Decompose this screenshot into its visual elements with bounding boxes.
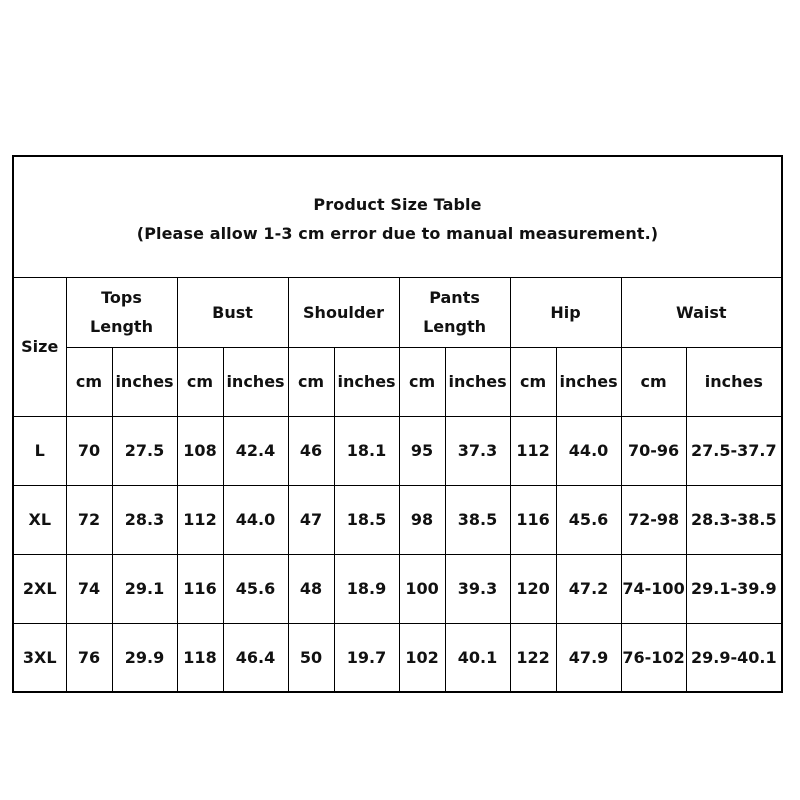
value-cell: 98 bbox=[399, 485, 445, 554]
value-cell: 38.5 bbox=[445, 485, 510, 554]
value-cell: 42.4 bbox=[223, 416, 288, 485]
value-cell: 27.5 bbox=[112, 416, 177, 485]
value-cell: 40.1 bbox=[445, 623, 510, 692]
group-label-line2: Length bbox=[90, 317, 153, 337]
table-row-l bbox=[14, 416, 781, 485]
group-label-line1: Tops bbox=[101, 288, 142, 308]
unit-cell: inches bbox=[223, 347, 288, 416]
value-cell: 70-96 bbox=[621, 416, 686, 485]
value-cell: 47.2 bbox=[556, 554, 621, 623]
value-cell: 48 bbox=[288, 554, 334, 623]
value-cell: 39.3 bbox=[445, 554, 510, 623]
value-cell: 28.3-38.5 bbox=[686, 485, 781, 554]
value-cell: 44.0 bbox=[556, 416, 621, 485]
value-cell: 47.9 bbox=[556, 623, 621, 692]
size-table-frame bbox=[12, 155, 783, 693]
table-row-xl bbox=[14, 485, 781, 554]
group-label-line2: Length bbox=[423, 317, 486, 337]
value-cell: 37.3 bbox=[445, 416, 510, 485]
unit-cell: inches bbox=[686, 347, 781, 416]
value-cell: 29.1-39.9 bbox=[686, 554, 781, 623]
group-header-waist: Waist bbox=[621, 278, 781, 347]
value-cell: 28.3 bbox=[112, 485, 177, 554]
size-cell: L bbox=[14, 416, 66, 485]
unit-cell: cm bbox=[510, 347, 556, 416]
value-cell: 47 bbox=[288, 485, 334, 554]
group-header-bust: Bust bbox=[177, 278, 288, 347]
value-cell: 116 bbox=[177, 554, 223, 623]
value-cell: 29.9-40.1 bbox=[686, 623, 781, 692]
table-row-3xl bbox=[14, 623, 781, 692]
unit-cell: cm bbox=[288, 347, 334, 416]
value-cell: 76-102 bbox=[621, 623, 686, 692]
value-cell: 120 bbox=[510, 554, 556, 623]
unit-row bbox=[14, 347, 781, 416]
value-cell: 116 bbox=[510, 485, 556, 554]
value-cell: 100 bbox=[399, 554, 445, 623]
table-subtitle: (Please allow 1-3 cm error due to manual measurement.) bbox=[136, 224, 659, 243]
value-cell: 18.1 bbox=[334, 416, 399, 485]
unit-cell: cm bbox=[177, 347, 223, 416]
value-cell: 108 bbox=[177, 416, 223, 485]
value-cell: 112 bbox=[510, 416, 556, 485]
size-cell: 3XL bbox=[14, 623, 66, 692]
value-cell: 74 bbox=[66, 554, 112, 623]
value-cell: 44.0 bbox=[223, 485, 288, 554]
unit-cell: cm bbox=[621, 347, 686, 416]
value-cell: 72 bbox=[66, 485, 112, 554]
unit-cell: inches bbox=[334, 347, 399, 416]
group-label-line1: Pants bbox=[429, 288, 480, 308]
value-cell: 29.9 bbox=[112, 623, 177, 692]
value-cell: 118 bbox=[177, 623, 223, 692]
value-cell: 95 bbox=[399, 416, 445, 485]
group-header-hip: Hip bbox=[510, 278, 621, 347]
value-cell: 45.6 bbox=[223, 554, 288, 623]
value-cell: 18.9 bbox=[334, 554, 399, 623]
value-cell: 27.5-37.7 bbox=[686, 416, 781, 485]
value-cell: 102 bbox=[399, 623, 445, 692]
size-table bbox=[14, 278, 781, 692]
unit-cell: cm bbox=[399, 347, 445, 416]
size-column-header: Size bbox=[14, 278, 66, 416]
unit-cell: cm bbox=[66, 347, 112, 416]
group-header-shoulder: Shoulder bbox=[288, 278, 399, 347]
value-cell: 46.4 bbox=[223, 623, 288, 692]
value-cell: 29.1 bbox=[112, 554, 177, 623]
table-title: Product Size Table bbox=[313, 195, 482, 214]
value-cell: 50 bbox=[288, 623, 334, 692]
size-cell: 2XL bbox=[14, 554, 66, 623]
size-cell: XL bbox=[14, 485, 66, 554]
value-cell: 112 bbox=[177, 485, 223, 554]
value-cell: 72-98 bbox=[621, 485, 686, 554]
table-row-2xl bbox=[14, 554, 781, 623]
value-cell: 74-100 bbox=[621, 554, 686, 623]
unit-cell: inches bbox=[112, 347, 177, 416]
group-header-pants-length bbox=[399, 278, 510, 347]
unit-cell: inches bbox=[556, 347, 621, 416]
title-block bbox=[14, 157, 781, 278]
unit-cell: inches bbox=[445, 347, 510, 416]
value-cell: 76 bbox=[66, 623, 112, 692]
value-cell: 70 bbox=[66, 416, 112, 485]
value-cell: 45.6 bbox=[556, 485, 621, 554]
value-cell: 46 bbox=[288, 416, 334, 485]
value-cell: 19.7 bbox=[334, 623, 399, 692]
value-cell: 122 bbox=[510, 623, 556, 692]
group-header-tops-length bbox=[66, 278, 177, 347]
value-cell: 18.5 bbox=[334, 485, 399, 554]
header-row bbox=[14, 278, 781, 347]
